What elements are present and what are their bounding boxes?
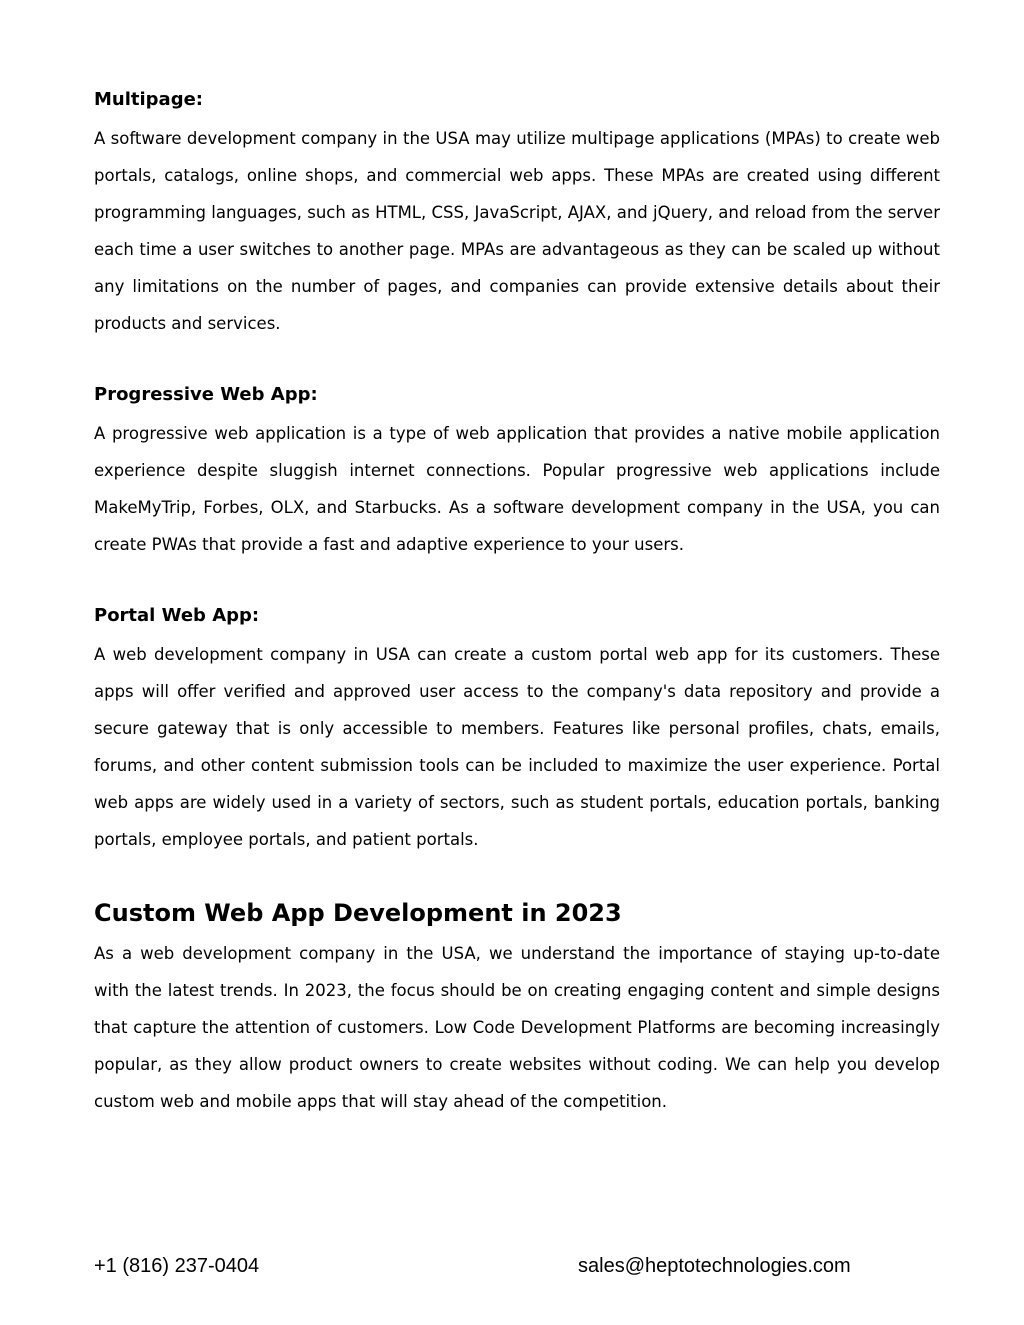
section-portal-web-app — [94, 600, 940, 858]
page-footer — [94, 1250, 940, 1282]
section-spacer — [94, 563, 940, 600]
main-heading: Custom Web App Development in 2023 — [94, 899, 622, 927]
footer-email[interactable]: sales@heptotechnologies.com — [578, 1255, 851, 1277]
section-body: A software development company in the USA may utilize multipage applications (MPAs) to create web portals, catalogs, online shops, and commercial web apps. These MPAs are created using different programming languages, such as HTML, CSS, JavaScript, AJAX, and jQuery, and reload from the server each time a user switches to another page. MPAs are advantageous as they can be scaled up without any limitations on the number of pages, and companies can provide extensive details about their products and services. — [94, 129, 940, 333]
footer-phone[interactable]: +1 (816) 237-0404 — [94, 1255, 260, 1277]
section-multipage — [94, 84, 940, 342]
section-body: A web development company in USA can create a custom portal web app for its customers. These apps will offer verified and approved user access to the company's data repository and provide a secure gateway that is only accessible to members. Features like personal profiles, chats, emails, forums, and other content submission tools can be included to maximize the user experience. Portal web apps are widely used in a variety of sectors, such as student portals, education portals, banking portals, employee portals, and patient portals. — [94, 645, 940, 849]
section-progressive-web-app — [94, 379, 940, 563]
section-body: A progressive web application is a type of web application that provides a native mobile application experience despite sluggish internet connections. Popular progressive web applications include MakeMyTrip, Forbes, OLX, and Starbucks. As a software development company in the USA, you can create PWAs that provide a fast and adaptive experience to your users. — [94, 424, 940, 554]
section-title: Multipage: — [94, 89, 203, 110]
section-spacer — [94, 858, 940, 895]
main-body: As a web development company in the USA, we understand the importance of staying up-to-date with the latest trends. In 2023, the focus should be on creating engaging content and simple designs that capture the attention of customers. Low Code Development Platforms are becoming increasingly popular, as they allow product owners to create websites without coding. We can help you develop custom web and mobile apps that will stay ahead of the competition. — [94, 944, 940, 1111]
document-page — [94, 84, 940, 1120]
section-title: Progressive Web App: — [94, 384, 318, 405]
section-custom-web-app-2023 — [94, 895, 940, 1120]
section-spacer — [94, 342, 940, 379]
section-title: Portal Web App: — [94, 605, 260, 626]
